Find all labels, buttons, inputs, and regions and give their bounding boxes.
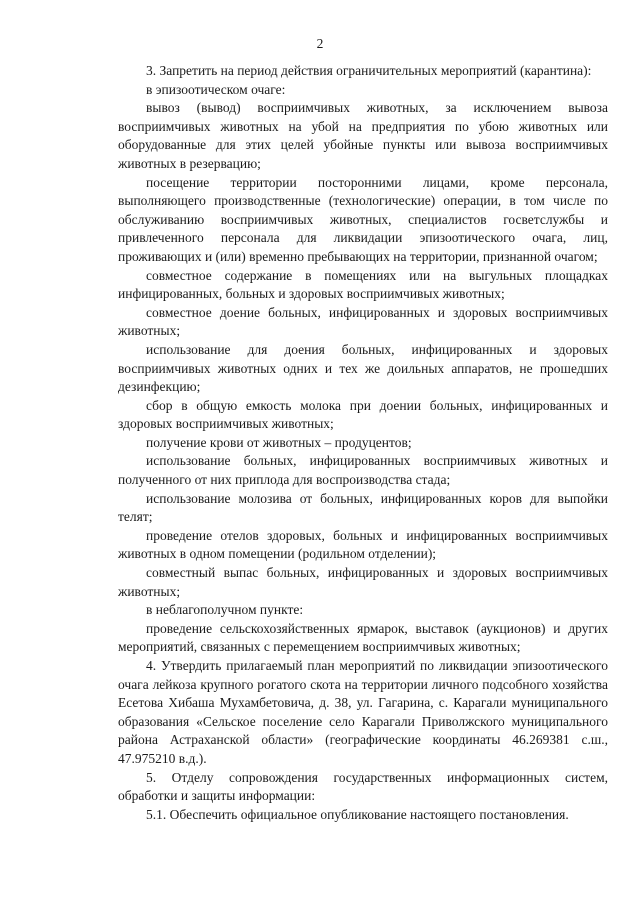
paragraph-item-4: 4. Утвердить прилагаемый план мероприятий по ликвидации эпизоотического очага лейкоза крупного рогатого скота на территории личного подсобного хозяйства Есетова Хибаша Мухамбетовича, д. 38, ул. Гагарина, с. Карагали муниципального образования «Сельское поселение село Карагали Приволжского муниципального района Астраханской области» (географические координаты 46.269381 с.ш., 47.975210 в.д.). — [118, 658, 608, 766]
paragraph-colostrum: использование молозива от больных, инфицированных коров для выпойки телят; — [118, 490, 608, 525]
paragraph-visitor-restriction: посещение территории посторонними лицами, кроме персонала, выполняющего производственные (технологические) операции, в том числе по обслуживанию восприимчивых животных, специалистов госветслужбы и привлеченного персонала для ликвидации эпизоотического очага, лиц, проживающих и (или) временно пребывающих на территории, признанной очагом; — [118, 174, 608, 264]
page-number: 2 — [316, 36, 324, 51]
paragraph-unfavorable-point-heading: в неблагополучном пункте: — [146, 602, 304, 618]
paragraph-joint-milking: совместное доение больных, инфицированных и здоровых восприимчивых животных; — [118, 304, 608, 339]
paragraph-calving: проведение отелов здоровых, больных и инфицированных восприимчивых животных в одном помещении (родильном отделении); — [118, 527, 608, 562]
paragraph-joint-housing: совместное содержание в помещениях или на выгульных площадках инфицированных, больных и здоровых восприимчивых животных; — [118, 267, 608, 302]
paragraph-animal-removal: вывоз (вывод) восприимчивых животных, за исключением вывоза восприимчивых животных на убой на предприятия по убою животных или оборудованные для этих целей убойные пункты или вывоза восприимчивых животных в резервацию; — [118, 100, 608, 171]
paragraph-joint-grazing: совместный выпас больных, инфицированных и здоровых восприимчивых животных; — [118, 565, 608, 599]
paragraph-episootic-focus-heading: в эпизоотическом очаге: — [146, 81, 286, 97]
paragraph-item-3: 3. Запретить на период действия ограничительных мероприятий (карантина): — [146, 63, 592, 78]
paragraph-blood-collection: получение крови от животных – продуцентов; — [146, 434, 412, 450]
paragraph-item-5-1: 5.1. Обеспечить официальное опубликование настоящего постановления. — [146, 806, 569, 822]
paragraph-breeding-use: использование больных, инфицированных восприимчивых животных и полученного от них приплода для воспроизводства стада; — [118, 453, 608, 488]
paragraph-milking-equipment: использование для доения больных, инфицированных и здоровых восприимчивых животных одних и тех же доильных аппаратов, не прошедших дезинфекцию; — [118, 341, 608, 395]
document-body — [118, 62, 608, 824]
paragraph-item-5: 5. Отделу сопровождения государственных информационных систем, обработки и защиты информации: — [118, 769, 608, 804]
paragraph-fairs-exhibitions: проведение сельскохозяйственных ярмарок, выставок (аукционов) и других мероприятий, связанных с перемещением восприимчивых животных; — [118, 620, 608, 655]
paragraph-milk-collection: сбор в общую емкость молока при доении больных, инфицированных и здоровых восприимчивых животных; — [118, 397, 608, 432]
